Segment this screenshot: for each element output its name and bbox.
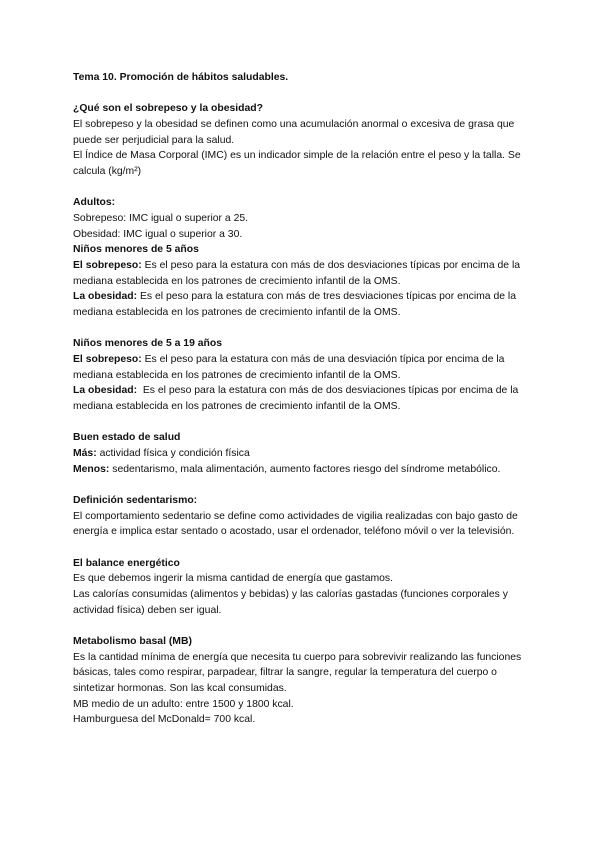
paragraph: El sobrepeso y la obesidad se definen como una acumulación anormal o excesiva de grasa que puede ser perjudicial para la salud. xyxy=(73,118,515,146)
spacer xyxy=(73,415,533,431)
term-label: La obesidad: xyxy=(73,385,138,397)
paragraph: Es la cantidad mínima de energía que necesita tu cuerpo para sobrevivir realizando las funciones básicas, tales como respirar, parpadear, filtrar la sangre, regular la temperatura del cuerpo o sintetizar hormonas. Son las kcal consumidas. xyxy=(73,651,522,694)
term-label: Más: xyxy=(73,448,97,460)
section-adultos xyxy=(73,195,533,242)
spacer xyxy=(73,540,533,556)
term-label: El sobrepeso: xyxy=(73,354,142,366)
text-line: Hamburguesa del McDonald= 700 kcal. xyxy=(73,714,256,726)
term-label: El sobrepeso: xyxy=(73,260,142,272)
paragraph: El comportamiento sedentario se define como actividades de vigilia realizadas con bajo gasto de energía e implica estar sentado o acostado, usar el ordenador, teléfono móvil o ver la televisión. xyxy=(73,510,518,538)
paragraph: El Índice de Masa Corporal (IMC) es un indicador simple de la relación entre el peso y la talla. Se calcula (kg/m²) xyxy=(73,150,521,178)
section-sedentarismo xyxy=(73,493,533,540)
spacer xyxy=(73,180,533,196)
section-ninos-menores-5 xyxy=(73,242,533,321)
paragraph xyxy=(73,258,533,289)
document-page xyxy=(73,70,533,728)
paragraph xyxy=(73,383,533,414)
spacer xyxy=(73,618,533,634)
spacer xyxy=(73,321,533,337)
section-heading: El balance energético xyxy=(73,557,180,569)
spacer xyxy=(73,86,533,102)
paragraph: Las calorías consumidas (alimentos y bebidas) y las calorías gastadas (funciones corporales y actividad física) deben ser igual. xyxy=(73,588,508,616)
term-definition: Es el peso para la estatura con más de tres desviaciones típicas por encima de la mediana establecida en los patrones de crecimiento infantil de la OMS. xyxy=(73,291,516,319)
section-ninos-5-19 xyxy=(73,336,533,415)
section-balance xyxy=(73,556,533,619)
document-title: Tema 10. Promoción de hábitos saludables. xyxy=(73,72,289,83)
section-heading: ¿Qué son el sobrepeso y la obesidad? xyxy=(73,103,263,115)
text-line: MB medio de un adulto: entre 1500 y 1800 kcal. xyxy=(73,698,294,710)
paragraph: Es que debemos ingerir la misma cantidad de energía que gastamos. xyxy=(73,573,393,585)
section-heading: Definición sedentarismo: xyxy=(73,494,198,506)
term-definition: Es el peso para la estatura con más de una desviación típica por encima de la mediana establecida en los patrones de crecimiento infantil de la OMS. xyxy=(73,354,505,381)
section-heading: Buen estado de salud xyxy=(73,432,181,444)
paragraph xyxy=(73,462,533,478)
section-sobrepeso-obesidad xyxy=(73,101,533,180)
text-line: Sobrepeso: IMC igual o superior a 25. xyxy=(73,212,249,224)
section-heading: Niños menores de 5 años xyxy=(73,244,199,256)
term-definition: Es el peso para la estatura con más de dos desviaciones típicas por encima de la mediana establecida en los patrones de crecimiento infantil de la OMS. xyxy=(73,385,522,413)
term-label: Menos: xyxy=(73,463,110,475)
term-definition: sedentarismo, mala alimentación, aumento factores riesgo del síndrome metabólico. xyxy=(109,463,501,475)
paragraph xyxy=(73,289,533,320)
section-buen-estado xyxy=(73,430,533,477)
section-heading: Niños menores de 5 a 19 años xyxy=(73,338,222,350)
section-heading: Adultos: xyxy=(73,197,116,209)
paragraph xyxy=(73,352,533,383)
section-heading: Metabolismo basal (MB) xyxy=(73,635,192,647)
term-label: La obesidad: xyxy=(73,291,138,303)
paragraph xyxy=(73,446,533,462)
term-definition: actividad física y condición física xyxy=(96,448,250,460)
spacer xyxy=(73,477,533,493)
term-definition: Es el peso para la estatura con más de dos desviaciones típicas por encima de la mediana establecida en los patrones de crecimiento infantil de la OMS. xyxy=(73,260,521,287)
text-line: Obesidad: IMC igual o superior a 30. xyxy=(73,228,243,240)
section-metabolismo xyxy=(73,634,533,728)
